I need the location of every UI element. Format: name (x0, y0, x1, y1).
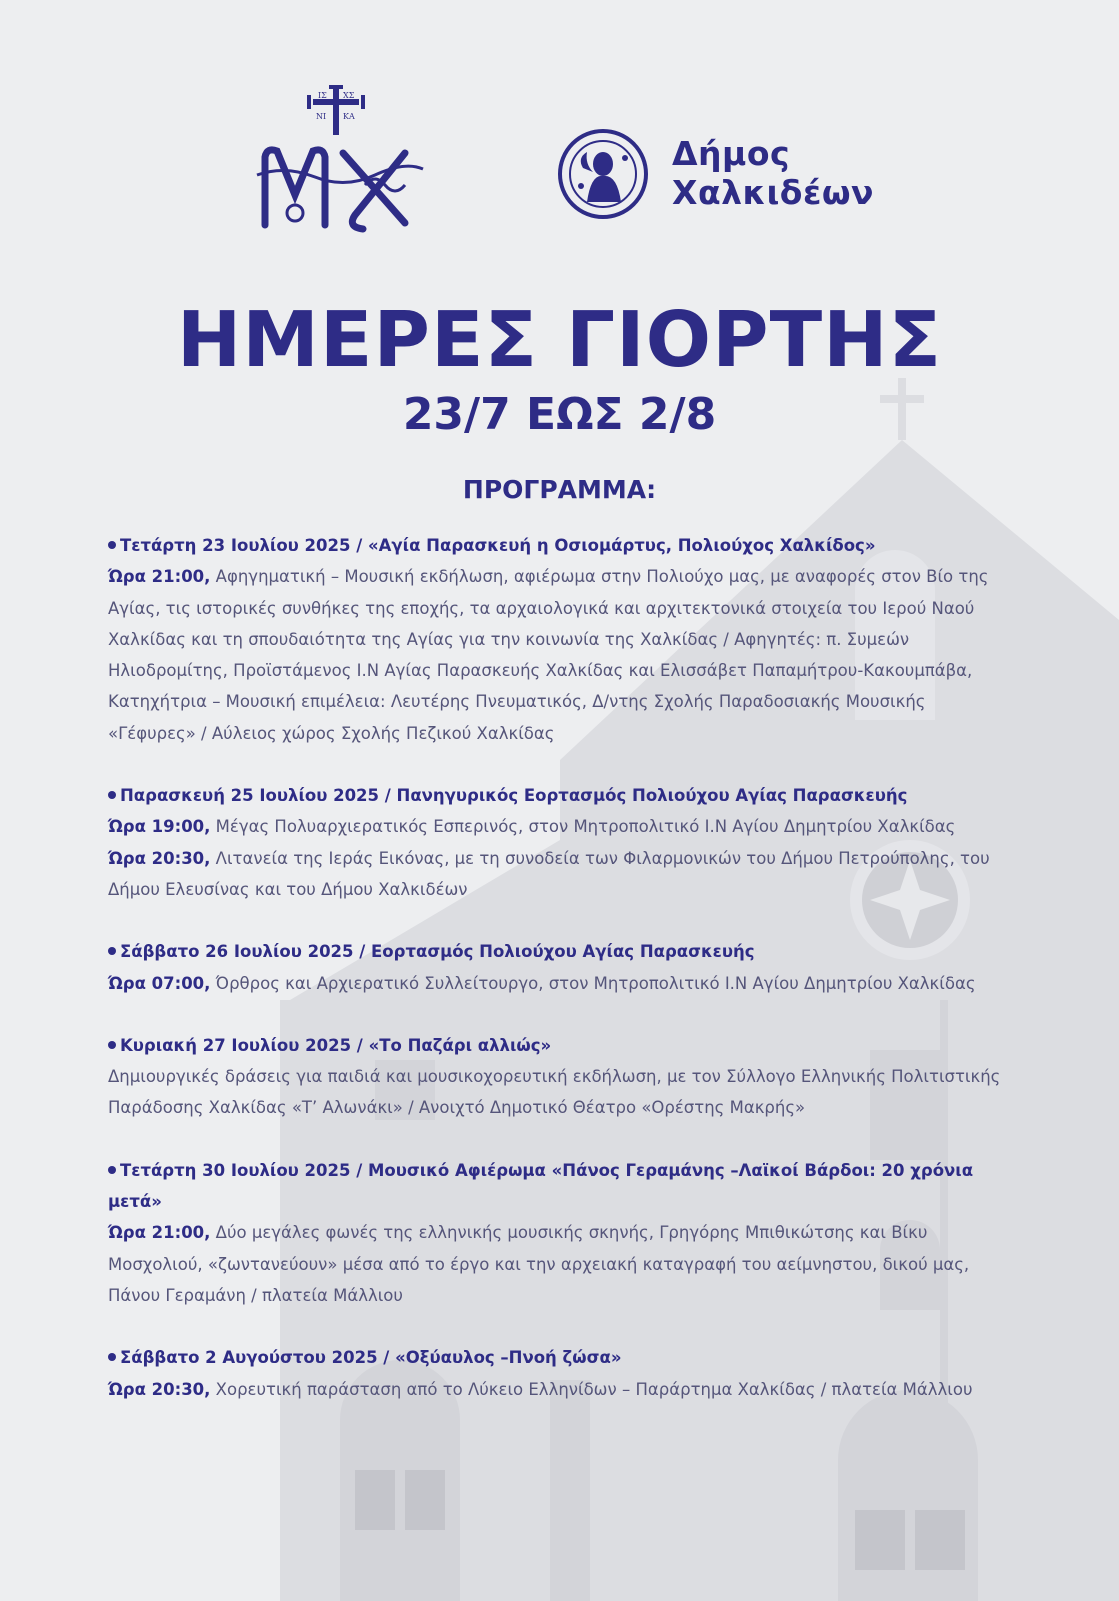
monogram-text-top-left: ΙΣ (318, 91, 327, 100)
event-entry (108, 811, 1013, 842)
event-entry (108, 1061, 1013, 1124)
bullet-icon (108, 541, 116, 549)
event-entry (108, 561, 1013, 749)
event-entry (108, 1374, 1013, 1405)
bullet-icon (108, 1166, 116, 1174)
event-time: Ώρα 21:00, (108, 1223, 211, 1243)
municipality-name-line2: Χαλκιδέων (672, 173, 875, 212)
event-description: Αφηγηματική – Μουσική εκδήλωση, αφιέρωμα στην Πολιούχο μας, με αναφορές στον Βίο της Αγίας, τις ιστορικές συνθήκες της εποχής, τα αρχαιολογικά και αρχιτεκτονικά στοιχεία του Ιερού Ναού Χαλκίδας και τη σπουδαιότητα της Αγίας για την κοινωνία της Χαλκίδας / Αφηγητές: π. Συμεών Ηλιοδρομίτης, Προϊστάμενος Ι.Ν Αγίας Παρασκευής Χαλκίδας και Ελισσάβετ Παπαμήτρου-Κακουμπάβα, Κατηχήτρια – Μουσική επιμέλεια: Λευτέρης Πνευματικός, Δ/ντης Σχολής Παραδοσιακής Μουσικής «Γέφυρες» / Αύλειος χώρος Σχολής Πεζικού Χαλκίδας (108, 567, 989, 743)
municipality-name-line1: Δήμος (672, 134, 791, 173)
event-description: Δύο μεγάλες φωνές της ελληνικής μουσικής σκηνής, Γρηγόρης Μπιθικώτσης και Βίκυ Μοσχολιού, «ζωντανεύουν» μέσα από το έργο και την αρχειακή καταγραφή του αείμνηστου, δικού μας, Πάνου Γεραμάνη / πλατεία Μάλλιου (108, 1223, 970, 1305)
date-range: 23/7 ΕΩΣ 2/8 (402, 389, 717, 440)
event-item (108, 1155, 1013, 1311)
event-item (108, 936, 1013, 999)
event-title: Σάββατο 26 Ιουλίου 2025 / Εορτασμός Πολιούχου Αγίας Παρασκευής (108, 936, 1013, 967)
program-heading: ΠΡΟΓΡΑΜΜΑ: (462, 475, 657, 504)
event-item (108, 1030, 1013, 1124)
event-list (108, 530, 1013, 1405)
event-entry (108, 843, 1013, 906)
monogram-text-bottom-right: ΚΑ (343, 112, 355, 121)
event-title: Σάββατο 2 Αυγούστου 2025 / «Οξύαυλος –Πνοή ζώσα» (108, 1342, 1013, 1373)
bullet-icon (108, 1353, 116, 1361)
event-item (108, 530, 1013, 749)
monogram-text-bottom-left: ΝΙ (316, 112, 327, 121)
bullet-icon (108, 947, 116, 955)
event-item (108, 780, 1013, 905)
metropolis-monogram-logo (255, 85, 425, 235)
bullet-icon (108, 791, 116, 799)
event-description: Χορευτική παράσταση από το Λύκειο Ελληνίδων – Παράρτημα Χαλκίδας / πλατεία Μάλλιου (210, 1379, 973, 1399)
event-title: Κυριακή 27 Ιουλίου 2025 / «Το Παζάρι αλλιώς» (108, 1030, 1013, 1061)
event-entry (108, 1217, 1013, 1311)
event-time: Ώρα 19:00, (108, 817, 211, 837)
event-description: Μέγας Πολυαρχιερατικός Εσπερινός, στον Μητροπολιτικό Ι.Ν Αγίου Δημητρίου Χαλκίδας (210, 817, 956, 837)
event-time: Ώρα 21:00, (108, 567, 211, 587)
event-description: Όρθρος και Αρχιερατικό Συλλείτουργο, στον Μητροπολιτικό Ι.Ν Αγίου Δημητρίου Χαλκίδας (210, 973, 976, 993)
municipality-name (672, 134, 874, 212)
municipality-seal-logo (557, 128, 649, 220)
event-description: Δημιουργικές δράσεις για παιδιά και μουσικοχορευτική εκδήλωση, με τον Σύλλογο Ελληνικής Πολιτιστικής Παράδοσης Χαλκίδας «Τ’ Αλωνάκι» / Ανοιχτό Δημοτικό Θέατρο «Ορέστης Μακρής» (108, 1067, 1001, 1118)
bullet-icon (108, 1041, 116, 1049)
event-entry (108, 968, 1013, 999)
monogram-text-top-right: ΧΣ (343, 91, 355, 100)
event-time: Ώρα 20:30, (108, 848, 211, 868)
event-time: Ώρα 20:30, (108, 1379, 211, 1399)
event-time: Ώρα 07:00, (108, 973, 211, 993)
event-title: Τετάρτη 23 Ιουλίου 2025 / «Αγία Παρασκευή η Οσιομάρτυς, Πολιούχος Χαλκίδος» (108, 530, 1013, 561)
event-title: Τετάρτη 30 Ιουλίου 2025 / Μουσικό Αφιέρωμα «Πάνος Γεραμάνης –Λαϊκοί Βάρδοι: 20 χρόνια μετά» (108, 1160, 974, 1212)
event-title: Παρασκευή 25 Ιουλίου 2025 / Πανηγυρικός Εορτασμός Πολιούχου Αγίας Παρασκευής (108, 780, 1013, 811)
event-description: Λιτανεία της Ιεράς Εικόνας, με τη συνοδεία των Φιλαρμονικών του Δήμου Πετρούπολης, του Δήμου Ελευσίνας και του Δήμου Χαλκιδέων (108, 848, 990, 899)
event-item (108, 1342, 1013, 1405)
page-title: ΗΜΕΡΕΣ ΓΙΟΡΤΗΣ (176, 296, 943, 385)
